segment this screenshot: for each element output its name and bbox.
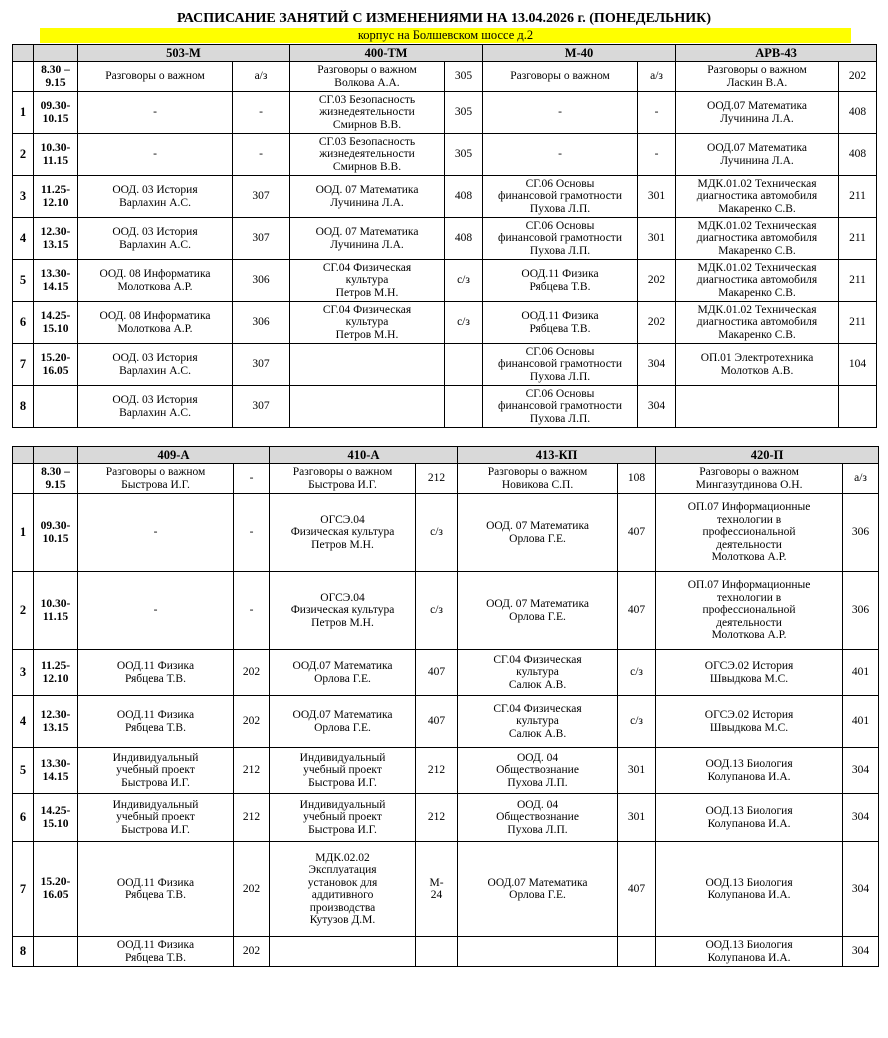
class-cell: ОП.07 Информационные технологии в профессиональной деятельности Молоткова А.Р. <box>656 572 843 650</box>
room-cell: 202 <box>638 302 676 344</box>
class-cell: СГ.04 Физическая культура Петров М.Н. <box>290 302 445 344</box>
class-cell: ОП.07 Информационные технологии в профессиональной деятельности Молоткова А.Р. <box>656 494 843 572</box>
lesson-time: 14.25- 15.10 <box>34 302 78 344</box>
class-cell: ООД.13 Биология Колупанова И.А. <box>656 794 843 842</box>
room-cell: 304 <box>843 794 879 842</box>
lesson-number: 7 <box>13 842 34 937</box>
lesson-row <box>13 842 879 937</box>
room-cell: 305 <box>445 92 483 134</box>
class-cell: ООД.11 Физика Рябцева Т.В. <box>483 260 638 302</box>
lesson-number <box>13 464 34 494</box>
class-cell: ООД.07 Математика Орлова Г.Е. <box>458 842 618 937</box>
room-cell: 407 <box>618 572 656 650</box>
lesson-row <box>13 260 877 302</box>
class-cell: ООД.13 Биология Колупанова И.А. <box>656 842 843 937</box>
room-cell: с/з <box>618 696 656 748</box>
room-cell: 304 <box>843 937 879 967</box>
group-header: АРВ-43 <box>676 45 877 62</box>
class-cell <box>458 937 618 967</box>
lesson-time: 13.30- 14.15 <box>34 748 78 794</box>
class-cell: Индивидуальный учебный проект Быстрова И.Г. <box>78 794 234 842</box>
lesson-time <box>34 937 78 967</box>
room-cell: 202 <box>839 62 877 92</box>
class-cell: ООД. 03 История Варлахин А.С. <box>78 386 233 428</box>
class-cell: ООД.07 Математика Орлова Г.Е. <box>270 650 416 696</box>
room-cell: 407 <box>416 696 458 748</box>
class-cell: ООД.07 Математика Лучинина Л.А. <box>676 134 839 176</box>
lesson-time: 12.30- 13.15 <box>34 218 78 260</box>
class-cell: ОГСЭ.02 История Швыдкова М.С. <box>656 650 843 696</box>
class-cell: - <box>78 572 234 650</box>
lesson-time: 15.20- 16.05 <box>34 344 78 386</box>
class-cell: ОГСЭ.04 Физическая культура Петров М.Н. <box>270 572 416 650</box>
class-cell: СГ.04 Физическая культура Салюк А.В. <box>458 650 618 696</box>
group-header: М-40 <box>483 45 676 62</box>
lesson-number: 4 <box>13 218 34 260</box>
lesson-row <box>13 650 879 696</box>
class-cell: МДК.01.02 Техническая диагностика автомобиля Макаренко С.В. <box>676 218 839 260</box>
room-cell: 211 <box>839 302 877 344</box>
lesson-row <box>13 218 877 260</box>
room-cell: М- 24 <box>416 842 458 937</box>
room-cell: с/з <box>618 650 656 696</box>
lesson-number: 3 <box>13 650 34 696</box>
lesson-number: 3 <box>13 176 34 218</box>
lesson-number: 8 <box>13 937 34 967</box>
class-cell: - <box>78 134 233 176</box>
class-cell: ООД. 04 Обществознание Пухова Л.П. <box>458 748 618 794</box>
room-cell: 408 <box>839 134 877 176</box>
lesson-number: 1 <box>13 494 34 572</box>
class-cell: ООД. 07 Математика Орлова Г.Е. <box>458 494 618 572</box>
class-cell: Разговоры о важном Быстрова И.Г. <box>270 464 416 494</box>
room-cell: 307 <box>233 176 290 218</box>
corner-cell <box>13 447 34 464</box>
room-cell: 307 <box>233 344 290 386</box>
class-cell: МДК.01.02 Техническая диагностика автомобиля Макаренко С.В. <box>676 260 839 302</box>
lesson-row <box>13 937 879 967</box>
class-cell: ОГСЭ.04 Физическая культура Петров М.Н. <box>270 494 416 572</box>
class-cell: - <box>483 92 638 134</box>
room-cell: 212 <box>416 748 458 794</box>
building-subtitle: корпус на Болшевском шоссе д.2 <box>40 28 851 43</box>
lesson-time: 13.30- 14.15 <box>34 260 78 302</box>
class-cell: СГ.06 Основы финансовой грамотности Пухова Л.П. <box>483 218 638 260</box>
room-cell <box>416 937 458 967</box>
lesson-number: 2 <box>13 134 34 176</box>
lesson-time: 14.25- 15.10 <box>34 794 78 842</box>
room-cell: 212 <box>234 794 270 842</box>
room-cell: 202 <box>234 937 270 967</box>
class-cell: МДК.02.02 Эксплуатация установок для аддитивного производства Кутузов Д.М. <box>270 842 416 937</box>
lesson-number: 1 <box>13 92 34 134</box>
class-cell: ООД.07 Математика Лучинина Л.А. <box>676 92 839 134</box>
class-cell: Разговоры о важном Быстрова И.Г. <box>78 464 234 494</box>
room-cell: 301 <box>638 176 676 218</box>
class-cell <box>270 937 416 967</box>
class-cell <box>290 344 445 386</box>
room-cell: 407 <box>618 842 656 937</box>
group-header: 420-П <box>656 447 879 464</box>
lesson-number <box>13 62 34 92</box>
class-cell: Индивидуальный учебный проект Быстрова И.Г. <box>78 748 234 794</box>
room-cell: с/з <box>416 494 458 572</box>
page-title: РАСПИСАНИЕ ЗАНЯТИЙ С ИЗМЕНЕНИЯМИ НА 13.04.2026 г. (ПОНЕДЕЛЬНИК) <box>177 11 711 26</box>
lesson-row <box>13 92 877 134</box>
lesson-number: 7 <box>13 344 34 386</box>
room-cell <box>839 386 877 428</box>
class-cell: ООД.13 Биология Колупанова И.А. <box>656 748 843 794</box>
room-cell: 202 <box>234 650 270 696</box>
room-cell: 202 <box>638 260 676 302</box>
lesson-row <box>13 794 879 842</box>
class-cell: СГ.06 Основы финансовой грамотности Пухова Л.П. <box>483 386 638 428</box>
lesson-time <box>34 386 78 428</box>
class-cell: ООД. 07 Математика Лучинина Л.А. <box>290 218 445 260</box>
room-cell: 104 <box>839 344 877 386</box>
room-cell: 304 <box>843 842 879 937</box>
room-cell: 301 <box>618 794 656 842</box>
room-cell: 212 <box>416 794 458 842</box>
room-cell: 211 <box>839 218 877 260</box>
group-header: 409-А <box>78 447 270 464</box>
room-cell: 211 <box>839 176 877 218</box>
room-cell: - <box>234 464 270 494</box>
class-cell: ООД. 04 Обществознание Пухова Л.П. <box>458 794 618 842</box>
class-cell: ООД. 03 История Варлахин А.С. <box>78 176 233 218</box>
lesson-row <box>13 386 877 428</box>
class-cell: ООД.07 Математика Орлова Г.Е. <box>270 696 416 748</box>
room-cell: а/з <box>843 464 879 494</box>
room-cell: а/з <box>638 62 676 92</box>
class-cell: СГ.04 Физическая культура Салюк А.В. <box>458 696 618 748</box>
room-cell: - <box>233 134 290 176</box>
group-header: 503-М <box>78 45 290 62</box>
lesson-row <box>13 494 879 572</box>
lesson-time: 8.30 – 9.15 <box>34 464 78 494</box>
room-cell: 202 <box>234 696 270 748</box>
class-cell: Индивидуальный учебный проект Быстрова И.Г. <box>270 748 416 794</box>
lesson-row <box>13 302 877 344</box>
room-cell: 304 <box>843 748 879 794</box>
class-cell: МДК.01.02 Техническая диагностика автомобиля Макаренко С.В. <box>676 176 839 218</box>
class-cell: ООД.11 Физика Рябцева Т.В. <box>78 696 234 748</box>
class-cell: Разговоры о важном Мингазутдинова О.Н. <box>656 464 843 494</box>
group-header: 400-ТМ <box>290 45 483 62</box>
class-cell: ОГСЭ.02 История Швыдкова М.С. <box>656 696 843 748</box>
room-cell: 301 <box>618 748 656 794</box>
room-cell: 306 <box>843 572 879 650</box>
lesson-time: 10.30- 11.15 <box>34 134 78 176</box>
room-cell: 307 <box>233 386 290 428</box>
class-cell: ООД. 07 Математика Орлова Г.Е. <box>458 572 618 650</box>
class-cell: СГ.04 Физическая культура Петров М.Н. <box>290 260 445 302</box>
room-cell: 212 <box>234 748 270 794</box>
class-cell: ООД. 08 Информатика Молоткова А.Р. <box>78 260 233 302</box>
class-cell: Разговоры о важном <box>78 62 233 92</box>
lesson-time: 09.30- 10.15 <box>34 494 78 572</box>
class-cell: ООД.13 Биология Колупанова И.А. <box>656 937 843 967</box>
header-row <box>13 447 879 464</box>
room-cell: 305 <box>445 62 483 92</box>
room-cell: - <box>638 92 676 134</box>
class-cell <box>290 386 445 428</box>
lesson-number: 6 <box>13 302 34 344</box>
lesson-row <box>13 464 879 494</box>
lesson-time: 15.20- 16.05 <box>34 842 78 937</box>
lesson-time: 11.25- 12.10 <box>34 650 78 696</box>
room-cell: 307 <box>233 218 290 260</box>
room-cell: 108 <box>618 464 656 494</box>
room-cell: 304 <box>638 386 676 428</box>
class-cell: МДК.01.02 Техническая диагностика автомобиля Макаренко С.В. <box>676 302 839 344</box>
lesson-number: 8 <box>13 386 34 428</box>
room-cell: - <box>233 92 290 134</box>
corner-cell <box>13 45 34 62</box>
class-cell <box>676 386 839 428</box>
room-cell <box>618 937 656 967</box>
lesson-number: 2 <box>13 572 34 650</box>
lesson-row <box>13 176 877 218</box>
class-cell: ООД. 03 История Варлахин А.С. <box>78 218 233 260</box>
class-cell: - <box>78 92 233 134</box>
lesson-number: 5 <box>13 260 34 302</box>
room-cell: 212 <box>416 464 458 494</box>
class-cell: Разговоры о важном <box>483 62 638 92</box>
room-cell: с/з <box>416 572 458 650</box>
group-header: 413-КП <box>458 447 656 464</box>
class-cell: ООД.11 Физика Рябцева Т.В. <box>78 937 234 967</box>
room-cell: - <box>234 572 270 650</box>
class-cell: Индивидуальный учебный проект Быстрова И.Г. <box>270 794 416 842</box>
room-cell: 306 <box>233 260 290 302</box>
class-cell: Разговоры о важном Ласкин В.А. <box>676 62 839 92</box>
class-cell: ООД.11 Физика Рябцева Т.В. <box>78 842 234 937</box>
lesson-row <box>13 134 877 176</box>
lesson-row <box>13 748 879 794</box>
class-cell: ООД.11 Физика Рябцева Т.В. <box>483 302 638 344</box>
class-cell: СГ.06 Основы финансовой грамотности Пухова Л.П. <box>483 176 638 218</box>
room-cell: 408 <box>445 176 483 218</box>
room-cell <box>445 386 483 428</box>
lesson-row <box>13 572 879 650</box>
room-cell: 306 <box>233 302 290 344</box>
class-cell: ООД.11 Физика Рябцева Т.В. <box>78 650 234 696</box>
room-cell: а/з <box>233 62 290 92</box>
corner-cell <box>34 45 78 62</box>
schedule-table-1 <box>12 44 877 428</box>
room-cell: 304 <box>638 344 676 386</box>
class-cell: СГ.06 Основы финансовой грамотности Пухова Л.П. <box>483 344 638 386</box>
room-cell: 401 <box>843 650 879 696</box>
class-cell: Разговоры о важном Волкова А.А. <box>290 62 445 92</box>
schedule-table-2 <box>12 446 879 967</box>
lesson-row <box>13 62 877 92</box>
room-cell: с/з <box>445 260 483 302</box>
class-cell: ОП.01 Электротехника Молотков А.В. <box>676 344 839 386</box>
class-cell: - <box>78 494 234 572</box>
lesson-row <box>13 344 877 386</box>
lesson-number: 5 <box>13 748 34 794</box>
group-header: 410-А <box>270 447 458 464</box>
lesson-time: 12.30- 13.15 <box>34 696 78 748</box>
room-cell: - <box>234 494 270 572</box>
class-cell: ООД. 08 Информатика Молоткова А.Р. <box>78 302 233 344</box>
lesson-row <box>13 696 879 748</box>
room-cell <box>445 344 483 386</box>
room-cell: 407 <box>618 494 656 572</box>
room-cell: 401 <box>843 696 879 748</box>
class-cell: ООД. 07 Математика Лучинина Л.А. <box>290 176 445 218</box>
lesson-time: 8.30 – 9.15 <box>34 62 78 92</box>
room-cell: 202 <box>234 842 270 937</box>
class-cell: ООД. 03 История Варлахин А.С. <box>78 344 233 386</box>
room-cell: с/з <box>445 302 483 344</box>
class-cell: - <box>483 134 638 176</box>
lesson-number: 4 <box>13 696 34 748</box>
room-cell: 301 <box>638 218 676 260</box>
room-cell: 306 <box>843 494 879 572</box>
class-cell: СГ.03 Безопасность жизнедеятельности Смирнов В.В. <box>290 92 445 134</box>
header-row <box>13 45 877 62</box>
lesson-number: 6 <box>13 794 34 842</box>
room-cell: 211 <box>839 260 877 302</box>
room-cell: 305 <box>445 134 483 176</box>
room-cell: - <box>638 134 676 176</box>
lesson-time: 11.25- 12.10 <box>34 176 78 218</box>
room-cell: 408 <box>839 92 877 134</box>
room-cell: 408 <box>445 218 483 260</box>
class-cell: Разговоры о важном Новикова С.П. <box>458 464 618 494</box>
room-cell: 407 <box>416 650 458 696</box>
class-cell: СГ.03 Безопасность жизнедеятельности Смирнов В.В. <box>290 134 445 176</box>
corner-cell <box>34 447 78 464</box>
lesson-time: 09.30- 10.15 <box>34 92 78 134</box>
lesson-time: 10.30- 11.15 <box>34 572 78 650</box>
